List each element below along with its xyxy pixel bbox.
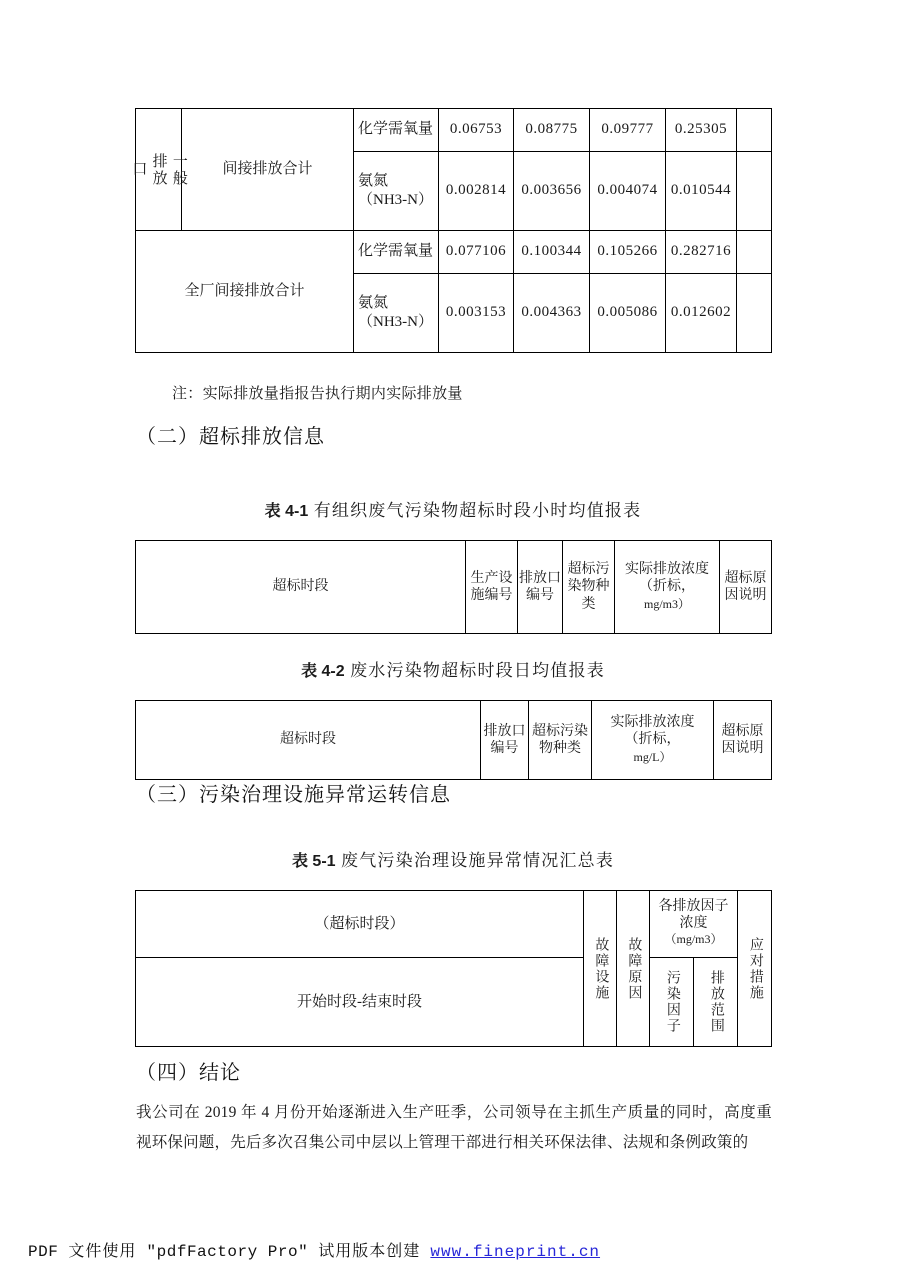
caption-number: 表 4-2 — [301, 663, 345, 680]
pollutant-cell: 氨氮 （NH3-N） — [354, 152, 439, 231]
value-cell: 0.077106 — [439, 231, 514, 274]
value-cell — [737, 109, 772, 152]
header-countermeasure: 应对措施 — [738, 891, 772, 1047]
value-cell — [737, 152, 772, 231]
period-range-cell: 开始时段-结束时段 — [136, 958, 584, 1047]
category-cell: 间接排放合计 — [182, 109, 354, 231]
table-row — [136, 231, 772, 274]
value-cell: 0.012602 — [666, 274, 737, 353]
pollutant-cell: 氨氮 （NH3-N） — [354, 274, 439, 353]
category-cell: 全厂间接排放合计 — [136, 231, 354, 353]
section-heading-abnormal-operation: （三）污染治理设施异常运转信息 — [136, 784, 451, 806]
footer-pdf-label: PDF — [28, 1243, 59, 1261]
conc-unit-value: mg/m3） — [643, 596, 690, 611]
over-standard-gas-table — [135, 540, 772, 634]
header-over-standard-reason: 超标原因说明 — [714, 701, 772, 780]
section-heading-over-standard: （二）超标排放信息 — [136, 426, 325, 448]
abnormal-gas-treatment-table — [135, 890, 772, 1047]
header-outlet-id: 排放口编号 — [518, 541, 563, 634]
header-actual-concentration — [592, 701, 714, 780]
value-cell: 0.282716 — [666, 231, 737, 274]
value-cell: 0.09777 — [590, 109, 666, 152]
footer-product-name: ″pdfFactory Pro″ — [146, 1243, 309, 1261]
value-cell: 0.010544 — [666, 152, 737, 231]
footer-url-link[interactable]: www.fineprint.cn — [430, 1243, 601, 1261]
table-row — [136, 958, 772, 1047]
value-cell: 0.002814 — [439, 152, 514, 231]
section-heading-conclusion: （四）结论 — [136, 1062, 241, 1084]
table-header-row — [136, 701, 772, 780]
header-period: 超标时段 — [136, 541, 466, 634]
header-outlet-id: 排放口编号 — [481, 701, 529, 780]
header-period-group: （超标时段） — [136, 891, 584, 958]
table-caption-4-2 — [135, 656, 771, 681]
table-row — [136, 109, 772, 152]
header-pollutant-type: 超标污染物种类 — [529, 701, 592, 780]
table-caption-4-1 — [135, 496, 771, 521]
footer-text-2: 试用版本创建 — [318, 1243, 421, 1260]
header-emission-range: 排放范围 — [694, 958, 738, 1047]
caption-number: 表 4-1 — [264, 503, 309, 520]
value-cell: 0.100344 — [514, 231, 590, 274]
caption-text: 废气污染治理设施异常情况汇总表 — [341, 851, 615, 870]
table-note: 注：实际排放量指报告执行期内实际排放量 — [172, 386, 463, 402]
header-pollutant-type: 超标污染物种类 — [563, 541, 615, 634]
header-pollution-factor: 污染因子 — [650, 958, 694, 1047]
over-standard-wastewater-table — [135, 700, 772, 780]
conc-main-label: 实际排放浓度 — [610, 714, 695, 730]
value-cell: 0.08775 — [514, 109, 590, 152]
value-cell: 0.005086 — [590, 274, 666, 353]
value-cell — [737, 231, 772, 274]
caption-text: 有组织废气污染物超标时段小时均值报表 — [313, 501, 642, 520]
value-cell: 0.25305 — [666, 109, 737, 152]
emissions-totals-table — [130, 108, 772, 353]
conc-unit-label: （折标， — [639, 579, 695, 595]
factor-group-label: 各排放因子浓度 — [658, 898, 729, 931]
value-cell: 0.003153 — [439, 274, 514, 353]
caption-text: 废水污染物超标时段日均值报表 — [350, 661, 605, 680]
outlet-type-cell: 一般 排放 口 — [136, 109, 182, 231]
value-cell — [737, 274, 772, 353]
value-cell: 0.105266 — [590, 231, 666, 274]
header-over-standard-reason: 超标原因说明 — [720, 541, 772, 634]
header-actual-concentration — [615, 541, 720, 634]
header-production-facility-id: 生产设施编号 — [466, 541, 518, 634]
pdf-footer — [28, 1238, 600, 1261]
header-factor-concentration-group — [650, 891, 738, 958]
table-header-row — [136, 891, 772, 958]
footer-text-1: 文件使用 — [68, 1243, 137, 1260]
header-period: 超标时段 — [136, 701, 481, 780]
pollutant-cell: 化学需氧量 — [354, 231, 439, 274]
header-fault-facility: 故障设施 — [584, 891, 617, 1047]
table-caption-5-1 — [135, 846, 771, 871]
caption-number: 表 5-1 — [291, 853, 336, 870]
factor-group-unit: （mg/m3） — [664, 932, 723, 947]
conclusion-paragraph: 我公司在 2019 年 4 月份开始逐渐进入生产旺季，公司领导在主抓生产质量的同时，高度重视环保问题，先后多次召集公司中层以上管理干部进行相关环保法律、法规和条例政策的 — [136, 1104, 772, 1152]
conc-unit-value: mg/L） — [633, 749, 672, 764]
value-cell: 0.003656 — [514, 152, 590, 231]
table-header-row — [136, 541, 772, 634]
conc-main-label: 实际排放浓度 — [625, 561, 709, 577]
value-cell: 0.06753 — [439, 109, 514, 152]
pollutant-cell: 化学需氧量 — [354, 109, 439, 152]
value-cell: 0.004363 — [514, 274, 590, 353]
header-fault-reason: 故障原因 — [617, 891, 650, 1047]
conc-unit-label: （折标， — [624, 732, 681, 748]
value-cell: 0.004074 — [590, 152, 666, 231]
